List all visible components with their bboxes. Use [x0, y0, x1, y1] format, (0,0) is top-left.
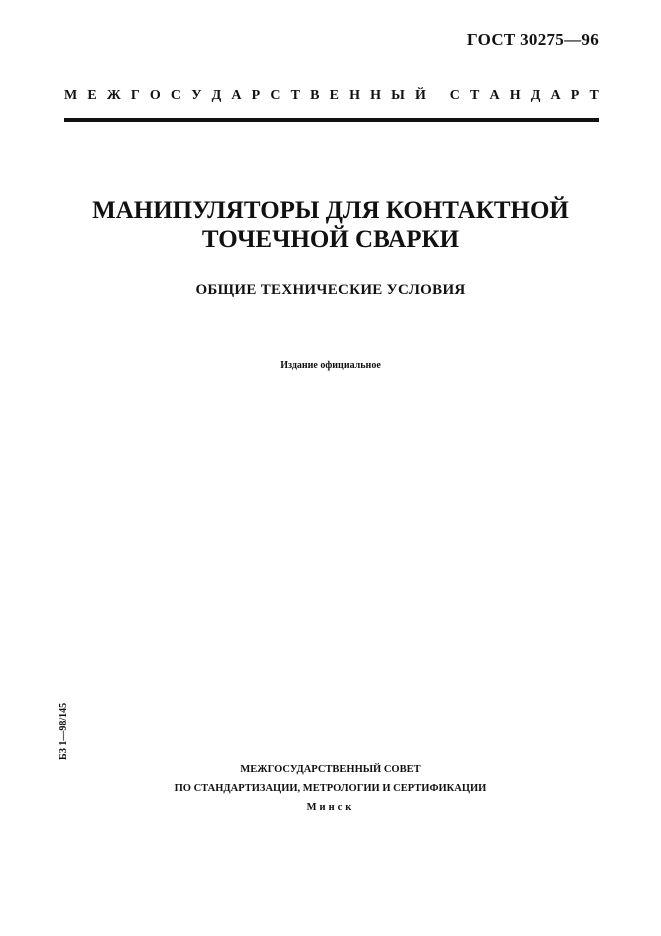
- standard-type-letter: Й: [415, 88, 426, 103]
- standard-type-letter: Н: [349, 88, 360, 103]
- standard-type-label: [64, 88, 599, 104]
- publisher-block: [0, 760, 661, 817]
- edition-note: Издание официальное: [280, 360, 381, 371]
- standard-type-letter: [436, 88, 440, 104]
- title-line-2: ТОЧЕЧНОЙ СВАРКИ: [201, 226, 460, 253]
- publisher-line-2: ПО СТАНДАРТИЗАЦИИ, МЕТРОЛОГИИ И СЕРТИФИКАЦИИ: [174, 783, 487, 794]
- standard-type-letter: А: [489, 88, 500, 103]
- standard-type-letter: Е: [87, 88, 97, 103]
- standard-type-letter: С: [270, 88, 281, 103]
- title-line-1: МАНИПУЛЯТОРЫ ДЛЯ КОНТАКТНОЙ: [92, 197, 569, 224]
- standard-type-letter: О: [149, 88, 161, 103]
- standard-type-letter: Ж: [106, 88, 121, 103]
- standard-type-letter: Н: [370, 88, 381, 103]
- standard-type-letter: У: [191, 88, 202, 103]
- header-rule: [64, 118, 599, 122]
- publisher-line-1: МЕЖГОСУДАРСТВЕННЫЙ СОВЕТ: [240, 764, 421, 775]
- standard-type-letter: С: [170, 88, 182, 103]
- standard-type-letter: М: [64, 88, 78, 103]
- standard-type-letter: Д: [211, 88, 222, 103]
- document-subtitle: ОБЩИЕ ТЕХНИЧЕСКИЕ УСЛОВИЯ: [195, 282, 466, 298]
- standard-type-letter: Е: [329, 88, 339, 103]
- standard-type-letter: С: [449, 88, 460, 103]
- standard-type-letter: Г: [130, 88, 140, 103]
- standard-type-letter: Н: [509, 88, 521, 103]
- standard-type-letter: Т: [589, 88, 599, 103]
- standard-type-letter: Т: [290, 88, 300, 103]
- standard-type-letter: Т: [469, 88, 480, 103]
- standard-type-letter: В: [310, 88, 320, 103]
- document-title: [0, 196, 661, 254]
- standard-type-letter: Д: [530, 88, 541, 103]
- side-code: БЗ 1—98/145: [58, 702, 69, 760]
- standard-type-letter: А: [231, 88, 242, 103]
- standard-type-letter: Ы: [391, 88, 405, 103]
- standard-type-letter: Р: [251, 88, 261, 103]
- document-number: ГОСТ 30275—96: [466, 30, 599, 49]
- standard-type-letter: А: [550, 88, 561, 103]
- publisher-city: Минск: [306, 802, 355, 813]
- standard-type-letter: Р: [570, 88, 580, 103]
